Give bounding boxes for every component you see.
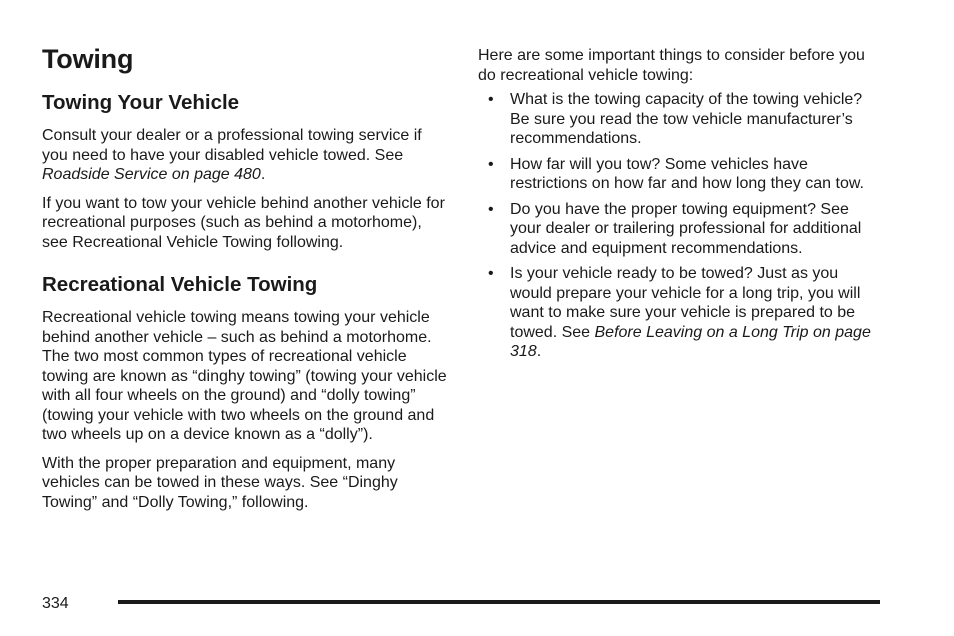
- left-column: [42, 42, 447, 521]
- list-item-text: How far will you tow? Some vehicles have restrictions on how far and how long they can tow.: [510, 155, 864, 192]
- list-item: [478, 155, 883, 194]
- list-item-text: Do you have the proper towing equipment? See your dealer or trailering professional for additional advice and equipment recommendations.: [510, 200, 862, 257]
- bullet-icon: •: [488, 155, 494, 173]
- cross-reference-roadside-service[interactable]: Roadside Service on page 480: [42, 166, 261, 183]
- list-item: [478, 200, 883, 259]
- footer-divider: [118, 600, 880, 604]
- paragraph-end: .: [260, 166, 266, 183]
- paragraph-recreational-purposes: If you want to tow your vehicle behind another vehicle for recreational purposes (such as behind a motorhome), see Recreational Vehicle Towing following.: [42, 194, 445, 251]
- section-heading-towing-your-vehicle: Towing Your Vehicle: [42, 91, 240, 114]
- list-item: [478, 264, 883, 362]
- list-item-text: Is your vehicle ready to be towed? Just as you would prepare your vehicle for a long trip, you will want to make sure your vehicle is prepared to be towed. See: [510, 265, 861, 341]
- right-column: [478, 46, 883, 368]
- list-item-text: What is the towing capacity of the towing vehicle? Be sure you read the tow vehicle manufacturer’s recommendations.: [510, 91, 863, 147]
- paragraph-consult-dealer: [42, 126, 447, 185]
- bullet-icon: •: [488, 265, 494, 282]
- page-title: Towing: [42, 44, 134, 74]
- paragraph-rv-towing-definition: Recreational vehicle towing means towing your vehicle behind another vehicle – such as behind a motorhome. The two most common types of recreational vehicle towing are known as “dinghy towing” (towing your vehicle with all four wheels on the ground) and “dolly towing” (towing your vehicle with two wheels on the ground and two wheels up on a device known as a “dolly”).: [42, 309, 447, 443]
- bullet-icon: •: [488, 91, 494, 108]
- paragraph-proper-preparation: With the proper preparation and equipment, many vehicles can be towed in these ways. See “Dinghy Towing” and “Dolly Towing,” following.: [42, 454, 398, 511]
- list-item: [478, 90, 883, 149]
- paragraph-considerations-intro: Here are some important things to consider before you do recreational vehicle towing:: [478, 47, 865, 84]
- cross-reference-before-leaving[interactable]: Before Leaving on a Long Trip on page 318: [510, 323, 871, 360]
- bullet-icon: •: [488, 200, 494, 218]
- list-item-end: .: [536, 343, 542, 360]
- considerations-list: [478, 90, 883, 362]
- paragraph-text: Consult your dealer or a professional towing service if you need to have your disabled vehicle towed. See: [42, 127, 422, 164]
- section-heading-recreational-vehicle-towing: Recreational Vehicle Towing: [42, 273, 318, 296]
- page-number: 334: [42, 595, 69, 612]
